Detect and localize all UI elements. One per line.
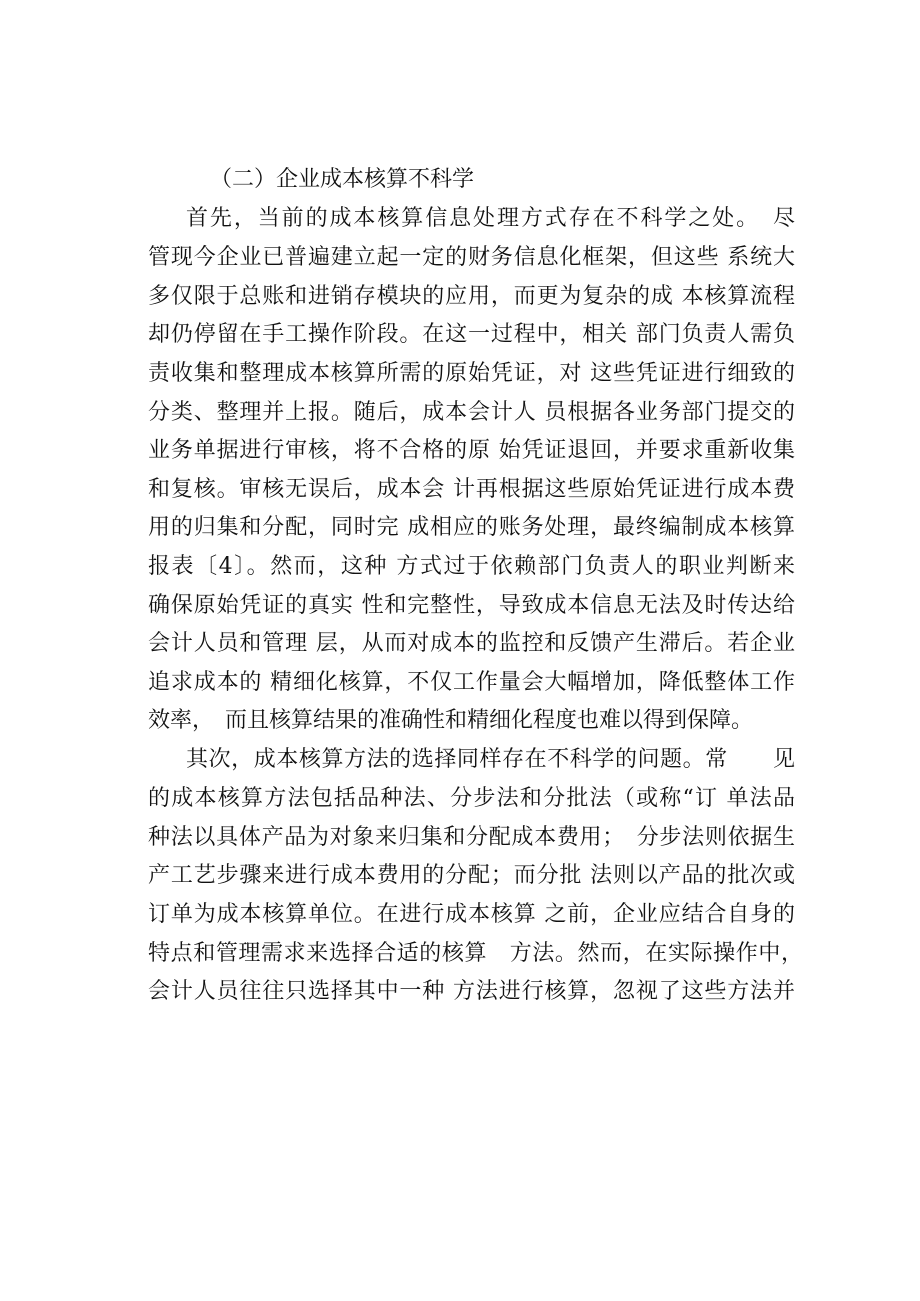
text-line: 会计人员和管理 层，从而对成本的监控和反馈产生滞后。若企业 — [148, 631, 795, 656]
text-line: 特点和管理需求来选择合适的核算 方法。然而，在实际操作中， — [148, 941, 803, 966]
text-line: 追求成本的 精细化核算，不仅工作量会大幅增加，降低整体工作 — [148, 670, 795, 695]
text-line: 其次，成本核算方法的选择同样存在不科学的问题。常 见 — [186, 747, 795, 772]
text-line: 种法以具体产品为对象来归集和分配成本费用； 分步法则依据生 — [148, 825, 795, 850]
text-line: 首先，当前的成本核算信息处理方式存在不科学之处。 尽 — [186, 206, 795, 231]
text-line: 订单为成本核算单位。在进行成本核算 之前，企业应结合自身的 — [148, 902, 795, 927]
text-line: 责收集和整理成本核算所需的原始凭证，对 这些凭证进行细致的 — [148, 361, 795, 386]
text-line: 分类、整理并上报。随后，成本会计人 员根据各业务部门提交的 — [148, 400, 795, 425]
section-heading: （二）企业成本核算不科学 — [210, 167, 475, 192]
text-line: 确保原始凭证的真实 性和完整性，导致成本信息无法及时传达给 — [148, 593, 795, 618]
text-line: 产工艺步骤来进行成本费用的分配；而分批 法则以产品的批次或 — [148, 863, 795, 888]
text-line: 的成本核算方法包括品种法、分步法和分批法（或称“订 单法品 — [148, 786, 795, 811]
text-line: 多仅限于总账和进销存模块的应用，而更为复杂的成 本核算流程 — [148, 284, 795, 309]
text-line: 管现今企业已普遍建立起一定的财务信息化框架，但这些 系统大 — [148, 245, 795, 270]
text-line: 用的归集和分配，同时完 成相应的账务处理，最终编制成本核算 — [148, 515, 795, 540]
text-line: 却仍停留在手工操作阶段。在这一过程中，相关 部门负责人需负 — [148, 322, 795, 347]
text-line: 报表〔4〕。然而，这种 方式过于依赖部门负责人的职业判断来 — [148, 554, 795, 579]
text-line: 和复核。审核无误后，成本会 计再根据这些原始凭证进行成本费 — [148, 477, 795, 502]
text-line: 效率， 而且核算结果的准确性和精细化程度也难以得到保障。 — [148, 708, 754, 733]
text-line: 业务单据进行审核，将不合格的原 始凭证退回，并要求重新收集 — [148, 438, 795, 463]
text-line: 会计人员往往只选择其中一种 方法进行核算，忽视了这些方法并 — [148, 979, 795, 1004]
